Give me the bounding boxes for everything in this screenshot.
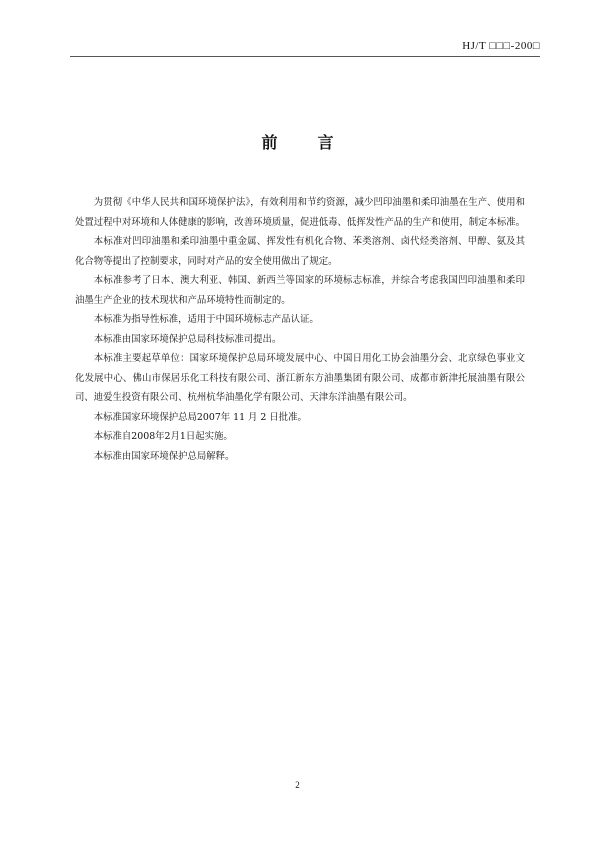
paragraph: 本标准由国家环境保护总局解释。 [93,450,235,462]
paragraph: 本标准对凹印油墨和柔印油墨中重金属、挥发性有机化合物、苯类溶剂、卤代烃类溶剂、甲醇、氨及其化合物等提出了控制要求，同时对产品的安全使用做出了规定。 [75,236,525,267]
paragraph: 本标准主要起草单位：国家环境保护总局环境发展中心、中国日用化工协会油墨分会、北京绿色事业文化发展中心、佛山市保居乐化工科技有限公司、浙江新东方油墨集团有限公司、成都市新津托展油墨有限公司、迪爱生投资有限公司、杭州杭华油墨化学有限公司、天津东洋油墨有限公司。 [75,353,525,403]
paragraph: 本标准自2008年2月1日起实施。 [93,431,233,442]
title-char-1: 前 [261,133,278,152]
paragraph: 本标准国家环境保护总局2007年 11 月 2 日批准。 [93,411,307,423]
paragraph: 本标准由国家环境保护总局科技标准司提出。 [93,333,282,345]
paragraph: 本标准参考了日本、澳大利亚、韩国、新西兰等国家的环境标志标准，并综合考虑我国凹印油墨和柔印油墨生产企业的技术现状和产品环境特性而制定的。 [75,275,525,306]
page-title [0,130,595,153]
foreword-body [75,193,525,466]
standard-code: HJ/T □□□-200□ [462,40,540,52]
paragraph: 为贯彻《中华人民共和国环境保护法》，有效利用和节约资源，减少凹印油墨和柔印油墨在生产、使用和处置过程中对环境和人体健康的影响，改善环境质量，促进低毒、低挥发性产品的生产和使用，制定本标准。 [75,197,526,228]
title-char-2: 言 [317,133,334,152]
paragraph: 本标准为指导性标准，适用于中国环境标志产品认证。 [93,314,319,325]
page-number: 2 [295,780,300,790]
header-divider [70,56,540,57]
